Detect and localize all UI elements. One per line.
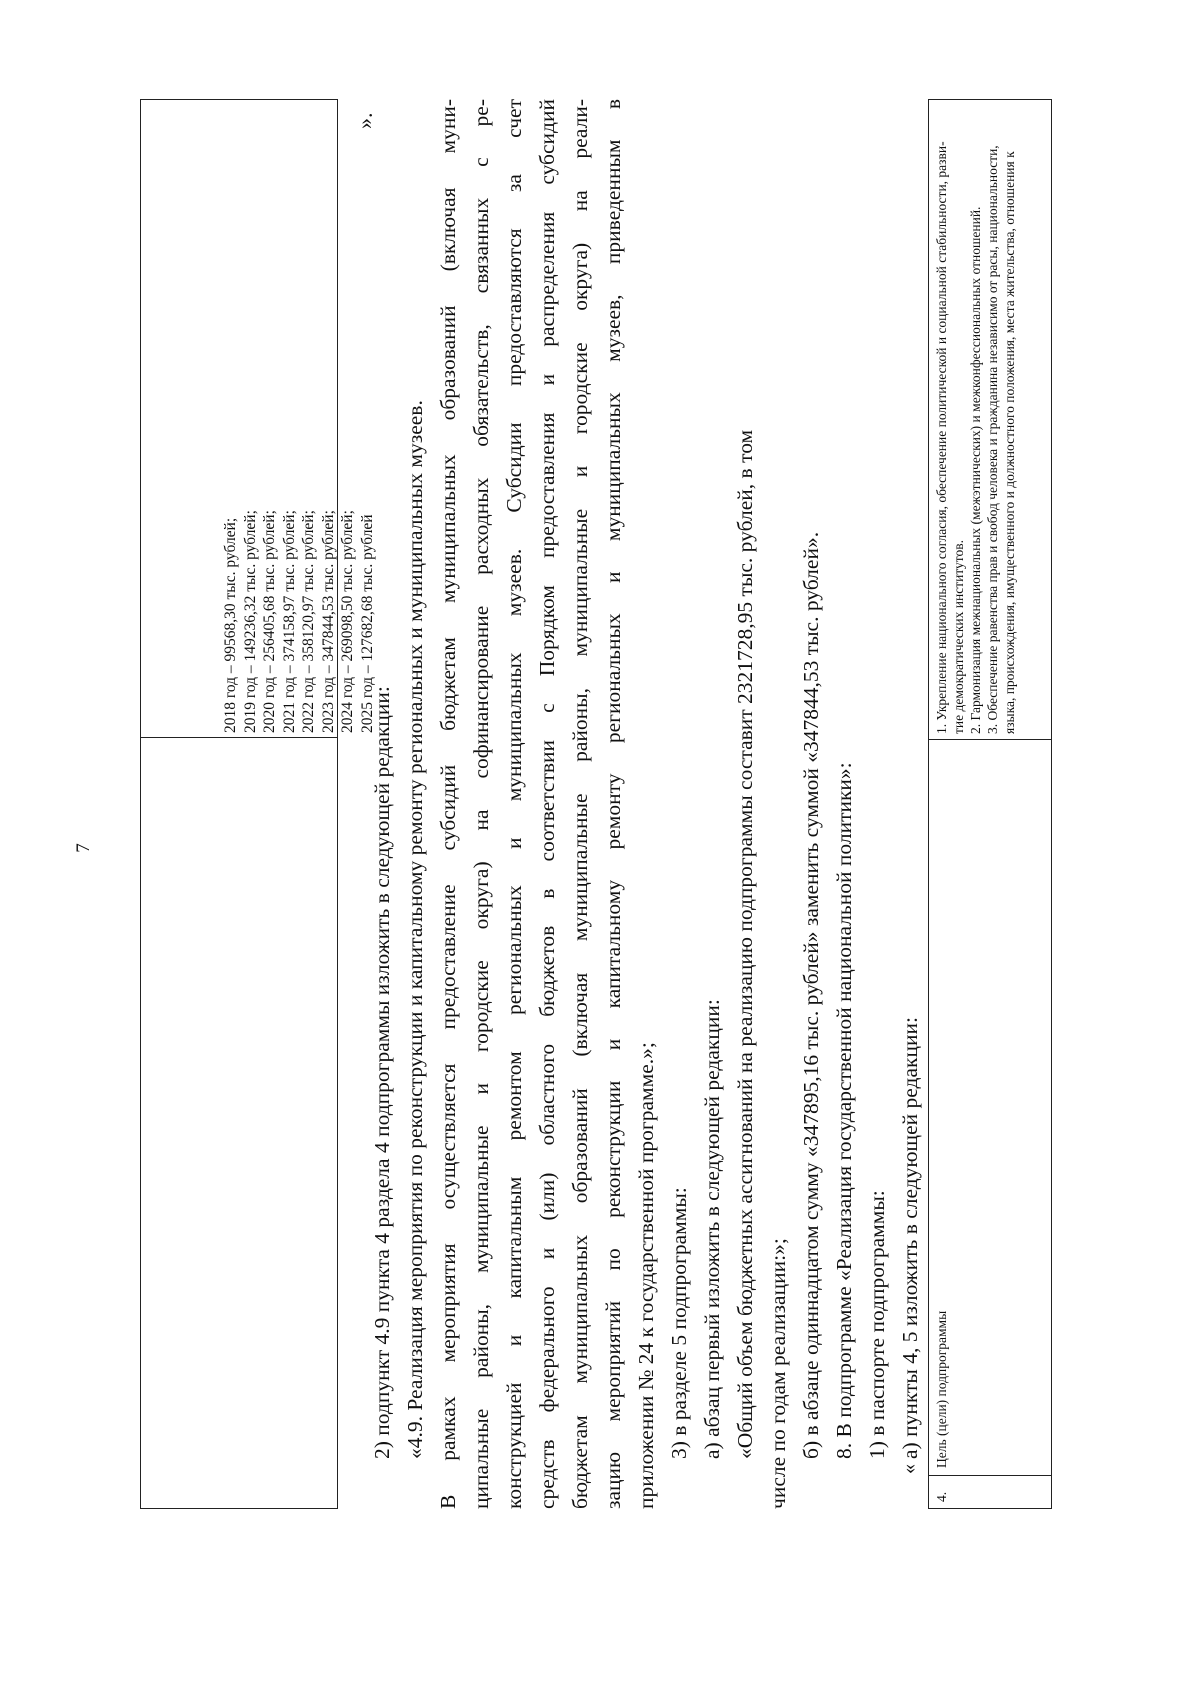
paragraph: 1) в паспорте подпрограммы: [865, 1189, 889, 1459]
goals-table [928, 99, 1052, 1509]
funding-row: 2021 год – 374158,97 тыс. рублей; [280, 509, 298, 733]
funding-table [140, 99, 376, 1509]
paragraph: б) в абзаце одиннадцатом сумму «347895,16 тыс. рублей» заменить суммой «347844,53 тыс. рублей». [799, 531, 823, 1459]
funding-row: 2022 год – 358120,97 тыс. рублей; [300, 509, 317, 733]
funding-row: 2023 год – 347844,53 тыс. рублей; [319, 509, 337, 733]
paragraph: а) пункты 4, 5 изложить в следующей редакции: [898, 1016, 922, 1459]
paragraph: зацию мероприятий по реконструкции и капитальному ремонту региональных и муниципальных музеев, приведенным в [601, 98, 625, 1509]
paragraph: 2) подпункт 4.9 пункта 4 раздела 4 подпрограммы изложить в следующей редакции: [370, 685, 394, 1459]
funding-row: 2020 год – 256405,68 тыс. рублей; [261, 509, 278, 733]
goal-line: тие демократических институтов. [951, 539, 966, 734]
document-body [366, 99, 927, 1509]
page-number: 7 [73, 843, 94, 853]
row-label: Цель (цели) подпрограммы [934, 1310, 949, 1468]
goal-line: 2. Гармонизация межнациональных (межэтнических) и межконфессиональных отношений. [968, 206, 983, 734]
paragraph: 8. В подпрограмме «Реализация государственной национальной политики»: [832, 761, 856, 1459]
goal-line: 3. Обеспечение равенства прав и свобод человека и гражданина независимо от расы, национальности, [985, 144, 1000, 734]
rotated-content [140, 89, 1060, 1609]
closing-quote: ». [352, 112, 377, 129]
paragraph: бюджетам муниципальных образований (включая муниципальные районы, муниципальные и городские округа) на реали- [568, 98, 592, 1509]
funding-years-cell [221, 510, 377, 733]
opening-quote: « [898, 1463, 920, 1474]
goal-line: 1. Укрепление национального согласия, обеспечение политической и социальной стабильности, разви- [934, 140, 949, 734]
goal-line: языка, происхождения, имущественного и должностного положения, места жительства, отношения к [1002, 150, 1017, 734]
funding-row: 2019 год – 149236,32 тыс. рублей; [241, 509, 259, 733]
funding-row: 2018 год – 99568,30 тыс. рублей; [222, 517, 239, 733]
paragraph: а) абзац первый изложить в следующей редакции: [700, 998, 724, 1459]
row-number: 4. [934, 1491, 949, 1502]
paragraph: В рамках мероприятия осуществляется предоставление субсидий бюджетам муниципальных образований (включая муни- [436, 98, 460, 1509]
paragraph: «4.9. Реализация мероприятия по реконструкции и капитальному ремонту региональных и муниципальных музеев. [403, 399, 427, 1459]
paragraph: «Общий объем бюджетных ассигнований на реализацию подпрограммы составит 2321728,95 тыс. рублей, в том [733, 429, 757, 1459]
funding-row: 2025 год – 127682,68 тыс. рублей [358, 513, 376, 733]
table-column-divider [929, 739, 1051, 740]
paragraph: числе по годам реализации:»; [766, 1237, 790, 1509]
goals-list [933, 106, 1018, 734]
table-column-divider [141, 737, 337, 738]
paragraph: ципальные районы, муниципальные и городские округа) на софинансирование расходных обязательств, связанных с ре- [469, 98, 493, 1509]
table-column-divider [929, 1475, 1051, 1476]
paragraph: приложении № 24 к государственной программе.»; [634, 1041, 658, 1509]
paragraph: конструкцией и капитальным ремонтом региональных и муниципальных музеев. Субсидии предоставляются за счет [502, 98, 526, 1509]
paragraph: средств федерального и (или) областного бюджетов в соответствии с Порядком предоставления и распределения субсидий [535, 98, 559, 1509]
paragraph: 3) в разделе 5 подпрограммы: [667, 1186, 691, 1459]
funding-row: 2024 год – 269098,50 тыс. рублей; [339, 509, 356, 733]
